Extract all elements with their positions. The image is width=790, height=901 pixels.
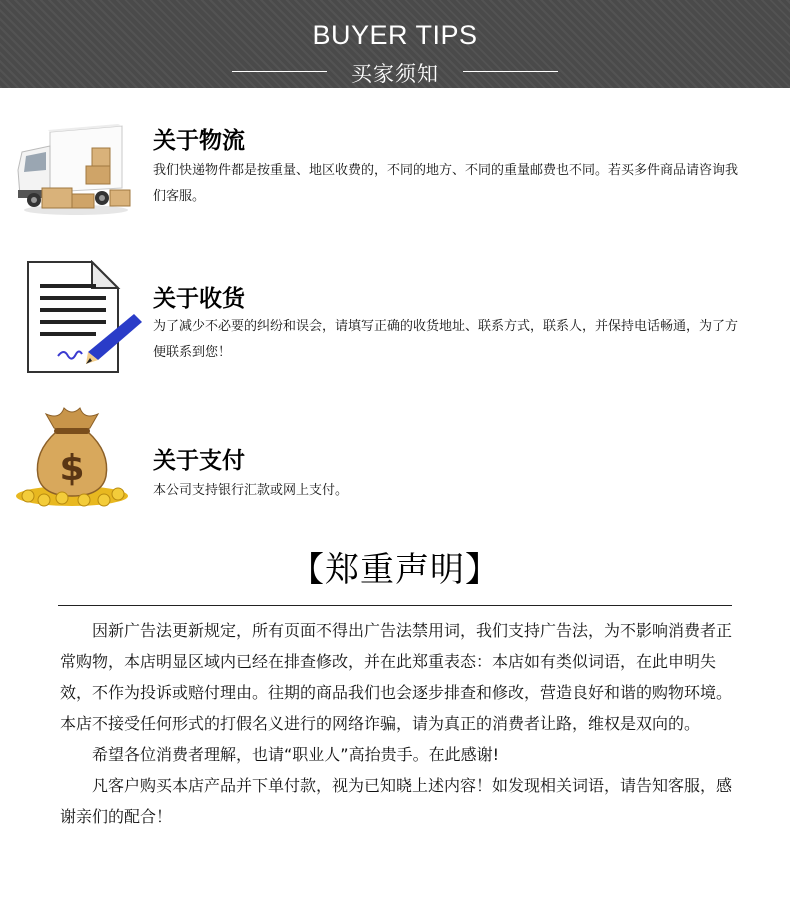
banner-divider-right — [463, 71, 558, 72]
tip-receiving-desc: 为了减少不必要的纠纷和误会，请填写正确的收货地址、联系方式，联系人，并保持电话畅通，为了方便联系到您！ — [153, 319, 739, 360]
declaration-paragraph: 凡客户购买本店产品并下单付款，视为已知晓上述内容！如发现相关词语，请告知客服，感谢亲们的配合！ — [60, 776, 733, 826]
money-bag-icon — [14, 404, 134, 510]
tip-payment — [0, 400, 790, 510]
buyer-tips-banner — [0, 0, 790, 88]
document-pen-icon — [14, 260, 134, 375]
svg-text:$: $ — [59, 448, 85, 489]
delivery-truck-icon — [14, 124, 134, 219]
declaration-divider — [58, 605, 732, 606]
declaration-paragraph: 因新广告法更新规定，所有页面不得出广告法禁用词，我们支持广告法，为不影响消费者正常购物，本店明显区域内已经在排查修改，并在此郑重表态：本店如有类似词语，在此申明失效，不作为投诉或赔付理由。往期的商品我们也会逐步排查和修改，营造良好和谐的购物环境。本店不接受任何形式的打假名义进行的网络诈骗，请为真正的消费者让路，维权是双向的。 — [60, 621, 733, 733]
tip-payment-title: 关于支付 — [153, 448, 245, 474]
tip-receiving-title: 关于收货 — [153, 286, 245, 312]
tip-payment-desc: 本公司支持银行汇款或网上支付。 — [153, 483, 349, 498]
tip-receiving — [0, 258, 790, 378]
declaration-paragraph: 希望各位消费者理解，也请“职业人”高抬贵手。在此感谢! — [92, 745, 499, 764]
tip-logistics-title: 关于物流 — [153, 128, 245, 154]
tip-logistics-desc: 我们快递物件都是按重量、地区收费的，不同的地方、不同的重量邮费也不同。若买多件商品请咨询我们客服。 — [153, 163, 739, 204]
tip-logistics — [0, 110, 790, 220]
declaration-body — [60, 615, 732, 832]
declaration-title: 【郑重声明】 — [290, 550, 500, 590]
banner-title-cn: 买家须知 — [351, 62, 439, 86]
banner-title-en: BUYER TIPS — [312, 20, 478, 50]
